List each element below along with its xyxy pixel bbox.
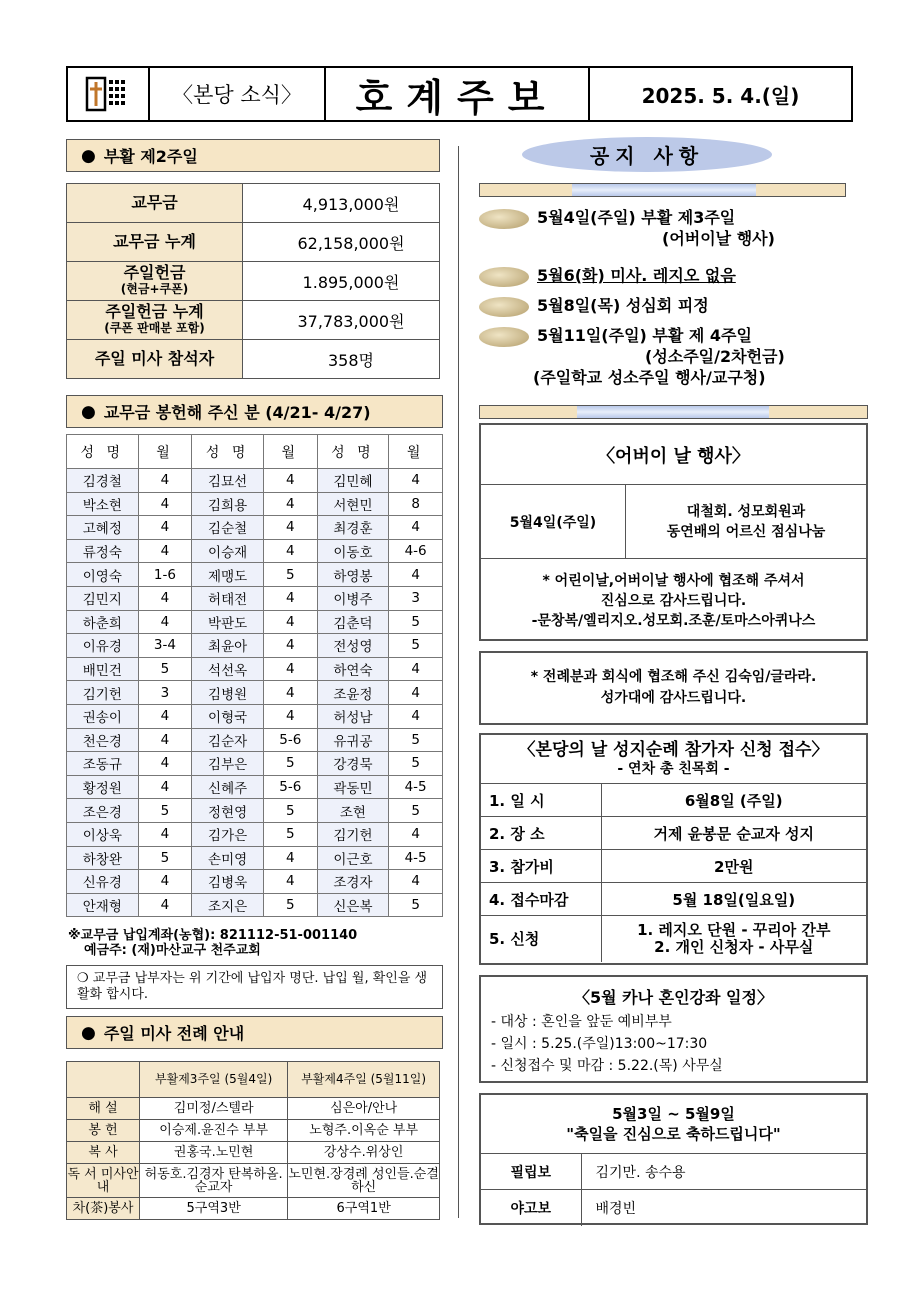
donor-name: 이유경 [67, 634, 139, 658]
donor-month: 4 [138, 469, 192, 493]
donor-month: 5 [389, 634, 443, 658]
donor-name: 고혜정 [67, 516, 139, 540]
donor-month: 4-5 [389, 775, 443, 799]
thanks-line: * 어린이날,어버이날 행사에 협조해 주셔서 [542, 573, 805, 589]
offering-notice-text: 교무금 납부자는 위 기간에 납입자 명단. 납입 월, 확인을 생활화 합시다. [77, 971, 428, 1002]
pilgrimage-key: 5. 신청 [481, 916, 601, 962]
mass-assignee: 김미정/스텔라 [140, 1098, 288, 1120]
donor-month: 1-6 [138, 563, 192, 587]
pilgrimage-box [479, 733, 868, 965]
account-info [68, 928, 448, 958]
pilgrimage-value: 2만원 [601, 850, 866, 883]
donor-month: 5 [263, 822, 317, 846]
donor-month: 4 [263, 870, 317, 894]
donor-month: 5 [138, 657, 192, 681]
mass-title: 주일 미사 전례 안내 [103, 1024, 245, 1043]
offering-label-text: 주일헌금 [123, 263, 186, 282]
donor-name: 제맹도 [192, 563, 264, 587]
donor-month: 4 [263, 539, 317, 563]
donor-name: 김희용 [192, 492, 264, 516]
feast-period: 5월3일 ~ 5월9일 [612, 1105, 735, 1123]
mass-assignee: 권홍국.노민현 [140, 1142, 288, 1164]
thanks-line: 성가대에 감사드립니다. [600, 690, 747, 706]
offering-row [67, 301, 440, 340]
donor-name: 하연숙 [317, 657, 389, 681]
donor-month: 4 [263, 657, 317, 681]
offering-row [67, 184, 440, 223]
donor-month: 4 [138, 728, 192, 752]
donor-name: 최윤아 [192, 634, 264, 658]
mass-col-header: 부활제3주일 (5월4일) [140, 1062, 288, 1098]
notice-line: 5월6(화) 미사. 레지오 없음 [537, 266, 736, 285]
table-row [481, 883, 866, 916]
mass-col-header: 부활제4주일 (5월11일) [288, 1062, 440, 1098]
donor-name: 유귀공 [317, 728, 389, 752]
mass-col-header [67, 1062, 140, 1098]
thanks-line: * 전례분과 회식에 협조해 주신 김숙임/글라라. [530, 669, 817, 685]
donor-month: 5 [138, 799, 192, 823]
donor-month: 4 [389, 516, 443, 540]
donor-month: 4 [263, 846, 317, 870]
offering-label-sub: (현금+쿠폰) [120, 282, 189, 296]
donor-month: 4 [389, 681, 443, 705]
donor-col-header: 월 [263, 435, 317, 469]
donor-month: 5-6 [263, 775, 317, 799]
table-row [67, 1164, 440, 1198]
mass-title-bar [66, 1016, 443, 1049]
parents-day-desc-line: 동연배의 어르신 점심나눔 [666, 523, 826, 540]
table-row [67, 870, 443, 894]
donor-month: 4 [138, 870, 192, 894]
table-row [481, 850, 866, 883]
pill-bullet-icon [479, 267, 529, 287]
table-row [67, 728, 443, 752]
column-divider [458, 146, 459, 1218]
mass-assignee: 강상수.위상인 [288, 1142, 440, 1164]
donor-name: 김춘덕 [317, 610, 389, 634]
mass-table [66, 1061, 440, 1220]
notice-list [479, 207, 868, 388]
mass-role: 독 서 미사안내 [67, 1164, 140, 1198]
offering-label [67, 301, 243, 340]
table-row [481, 817, 866, 850]
table-row [67, 822, 443, 846]
wedding-line: - 일시 : 5.25.(주일)13:00~17:30 [491, 1036, 708, 1052]
donor-name: 이병주 [317, 586, 389, 610]
donor-name: 하춘희 [67, 610, 139, 634]
donor-name: 전성영 [317, 634, 389, 658]
donor-month: 5 [138, 846, 192, 870]
offering-label [67, 340, 243, 379]
donor-month: 4 [138, 516, 192, 540]
offering-label [67, 184, 243, 223]
pilgrimage-key: 1. 일 시 [481, 784, 601, 817]
offering-row [67, 223, 440, 262]
donor-month: 4 [263, 634, 317, 658]
donor-name: 이형국 [192, 704, 264, 728]
donor-month: 4 [263, 492, 317, 516]
donor-month: 4 [138, 610, 192, 634]
table-row [67, 492, 443, 516]
table-row [67, 1142, 440, 1164]
donor-month: 4-5 [389, 846, 443, 870]
wedding-title: 〈5월 카나 혼인강좌 일정〉 [574, 988, 773, 1007]
donor-name: 손미영 [192, 846, 264, 870]
mass-assignee: 심은아/안나 [288, 1098, 440, 1120]
donor-name: 조경자 [317, 870, 389, 894]
parents-day-row [481, 485, 866, 559]
account-line: ※교무금 납입계좌(농협): 821112-51-001140 [68, 928, 358, 943]
donor-name: 김순자 [192, 728, 264, 752]
header-bar [66, 66, 853, 122]
table-row [67, 610, 443, 634]
mass-assignee: 허동호.김경자 탄복하올.순교자 [140, 1164, 288, 1198]
pilgrimage-key: 4. 접수마감 [481, 883, 601, 916]
donor-col-header: 성 명 [67, 435, 139, 469]
notice-item [479, 295, 868, 325]
parents-day-desc-line: 대철회. 성모회원과 [686, 503, 806, 520]
account-holder: 예금주: (재)마산교구 천주교회 [84, 943, 261, 958]
donor-col-header: 성 명 [192, 435, 264, 469]
pill-bullet-icon [479, 297, 529, 317]
offering-label-text: 교무금 누계 [113, 232, 196, 251]
donor-name: 조은경 [67, 799, 139, 823]
bullet-icon: ● [81, 1022, 96, 1043]
celebrant-names: 김기만. 송수용 [581, 1154, 866, 1190]
donor-month: 4 [263, 586, 317, 610]
notice-item [479, 265, 868, 295]
table-row [67, 586, 443, 610]
offering-label-sub: (쿠폰 판매분 포함) [104, 321, 205, 335]
donor-name: 배민건 [67, 657, 139, 681]
table-row [481, 916, 866, 962]
pilgrimage-header [481, 735, 866, 783]
feast-greeting: "축일을 진심으로 축하드립니다" [566, 1125, 781, 1143]
offering-label [67, 262, 243, 301]
donor-name: 김가은 [192, 822, 264, 846]
section-label: 〈본당 소식〉 [150, 68, 326, 120]
table-row [67, 799, 443, 823]
donor-name: 강경묵 [317, 752, 389, 776]
donor-name: 조윤정 [317, 681, 389, 705]
donor-title-bar [66, 395, 443, 428]
donor-month: 5 [263, 799, 317, 823]
donor-month: 4 [389, 469, 443, 493]
table-row [67, 704, 443, 728]
donor-name: 이승재 [192, 539, 264, 563]
table-row [67, 681, 443, 705]
offering-value: 62,158,000원 [243, 223, 440, 262]
pilgrimage-value: 거제 윤봉문 순교자 성지 [601, 817, 866, 850]
donor-name: 곽동민 [317, 775, 389, 799]
donor-month: 5 [263, 752, 317, 776]
notice-line: (어버이날 행사) [662, 229, 775, 248]
offering-label-text: 주일헌금 누계 [105, 302, 204, 321]
donor-name: 이동호 [317, 539, 389, 563]
offering-row [67, 340, 440, 379]
donor-col-header: 월 [389, 435, 443, 469]
mass-role: 해 설 [67, 1098, 140, 1120]
parents-day-box [479, 423, 868, 641]
donor-month: 4 [138, 704, 192, 728]
feast-header [481, 1095, 866, 1153]
mass-assignee: 5구역3반 [140, 1198, 288, 1220]
notice-line: 5월4일(주일) 부활 제3주일 [537, 208, 736, 227]
donor-month: 4-6 [389, 539, 443, 563]
donor-month: 4 [389, 657, 443, 681]
donor-name: 최경훈 [317, 516, 389, 540]
donor-month: 3-4 [138, 634, 192, 658]
offering-value: 4,913,000원 [243, 184, 440, 223]
decor-bar [479, 183, 846, 197]
bulletin-title: 호계주보 [326, 68, 590, 120]
table-row [481, 1190, 866, 1226]
donor-month: 4 [389, 822, 443, 846]
donor-month: 3 [389, 586, 443, 610]
donor-name: 신은복 [317, 893, 389, 917]
donor-name: 박판도 [192, 610, 264, 634]
donor-month: 4 [138, 586, 192, 610]
offering-value: 37,783,000원 [243, 301, 440, 340]
donor-month: 4 [138, 752, 192, 776]
donor-month: 5 [263, 893, 317, 917]
donor-name: 신혜주 [192, 775, 264, 799]
donor-name: 김순철 [192, 516, 264, 540]
parents-day-date: 5월4일(주일) [481, 485, 626, 558]
feast-table [481, 1153, 866, 1226]
wedding-line: - 대상 : 혼인을 앞둔 예비부부 [491, 1014, 672, 1030]
table-row [481, 784, 866, 817]
mass-assignee: 이승제.윤진수 부부 [140, 1120, 288, 1142]
mass-assignee: 노민현.장경례 성인들.순결 하신 [288, 1164, 440, 1198]
parents-day-thanks [481, 559, 866, 631]
table-row [67, 1098, 440, 1120]
mass-assignee: 노형주.이옥순 부부 [288, 1120, 440, 1142]
donor-month: 5 [389, 728, 443, 752]
parents-day-desc [626, 485, 866, 558]
donor-month: 5 [389, 893, 443, 917]
donor-name: 하영봉 [317, 563, 389, 587]
saint-name: 필립보 [481, 1154, 581, 1190]
donor-name: 정현영 [192, 799, 264, 823]
donor-name: 김민지 [67, 586, 139, 610]
pilgrimage-key: 3. 참가비 [481, 850, 601, 883]
table-row [67, 846, 443, 870]
mass-role: 차(茶)봉사 [67, 1198, 140, 1220]
parents-day-title: 〈어버이 날 행사〉 [481, 425, 866, 485]
apply-line: 1. 레지오 단원 - 꾸리아 간부 [637, 920, 831, 939]
table-row [67, 634, 443, 658]
notice-item [479, 325, 868, 388]
notice-line: 5월8일(목) 성심회 피정 [537, 296, 709, 315]
mass-header-row [67, 1062, 440, 1098]
bullet-icon: ● [81, 145, 96, 166]
offering-notice [66, 965, 443, 1009]
donor-month: 5 [389, 752, 443, 776]
donor-name: 류정숙 [67, 539, 139, 563]
offering-value: 1.895,000원 [243, 262, 440, 301]
donor-name: 허태전 [192, 586, 264, 610]
donor-table [66, 434, 443, 917]
donor-title: 교무금 봉헌해 주신 분 (4/21- 4/27) [103, 403, 371, 422]
donor-col-header: 월 [138, 435, 192, 469]
donor-month: 4 [263, 681, 317, 705]
donor-name: 이영숙 [67, 563, 139, 587]
week-title: 부활 제2주일 [103, 147, 198, 166]
donor-name: 안재형 [67, 893, 139, 917]
notice-item [479, 207, 868, 259]
donor-month: 4 [138, 822, 192, 846]
donor-name: 박소현 [67, 492, 139, 516]
table-row [67, 563, 443, 587]
donor-name: 김병욱 [192, 870, 264, 894]
pill-bullet-icon [479, 327, 529, 347]
pilgrimage-title: 〈본당의 날 성지순례 참가자 신청 접수〉 [518, 740, 829, 760]
table-row [67, 469, 443, 493]
table-row [67, 657, 443, 681]
donor-month: 4 [138, 492, 192, 516]
offering-table [66, 183, 440, 379]
table-row [67, 752, 443, 776]
bullet-icon: ● [81, 401, 96, 422]
donor-month: 4 [138, 893, 192, 917]
notice-line: (주일학교 성소주일 행사/교구청) [533, 368, 766, 387]
pilgrimage-table [481, 783, 866, 962]
pilgrimage-key: 2. 장 소 [481, 817, 601, 850]
table-row [67, 1120, 440, 1142]
pill-bullet-icon [479, 209, 529, 229]
saint-name: 야고보 [481, 1190, 581, 1226]
decor-bar [479, 405, 868, 419]
celebrant-names: 배경빈 [581, 1190, 866, 1226]
donor-month: 5 [263, 563, 317, 587]
pilgrimage-subtitle: - 연차 총 친목회 - [617, 761, 730, 777]
donor-name: 이근호 [317, 846, 389, 870]
apply-line: 2. 개인 신청자 - 사무실 [654, 937, 814, 956]
wedding-course-box [479, 975, 868, 1083]
donor-month: 5 [389, 799, 443, 823]
donor-name: 서현민 [317, 492, 389, 516]
table-row [67, 1198, 440, 1220]
offering-label-text: 주일 미사 참석자 [94, 349, 215, 368]
table-row [67, 775, 443, 799]
donor-name: 김묘선 [192, 469, 264, 493]
thanks-line: 진심으로 감사드립니다. [600, 593, 747, 609]
mass-assignee: 6구역1반 [288, 1198, 440, 1220]
donor-name: 석선옥 [192, 657, 264, 681]
pilgrimage-value [601, 916, 866, 962]
donor-name: 황정원 [67, 775, 139, 799]
pilgrimage-value: 5월 18일(일요일) [601, 883, 866, 916]
donor-name: 김병원 [192, 681, 264, 705]
donor-name: 김기헌 [317, 822, 389, 846]
bulletin-date: 2025. 5. 4.(일) [641, 83, 800, 108]
donor-name: 권송이 [67, 704, 139, 728]
donor-month: 4 [389, 704, 443, 728]
mass-role: 복 사 [67, 1142, 140, 1164]
donor-name: 이상욱 [67, 822, 139, 846]
donor-month: 4 [138, 775, 192, 799]
donor-name: 김민혜 [317, 469, 389, 493]
donor-month: 4 [263, 704, 317, 728]
pilgrimage-value: 6월8일 (주일) [601, 784, 866, 817]
notice-line: (성소주일/2차헌금) [645, 347, 785, 366]
offering-label [67, 223, 243, 262]
donor-month: 4 [263, 516, 317, 540]
notice-title: 공지 사항 [522, 137, 772, 172]
thanks-line: -문창복/엘리지오.성모회.조훈/토마스아퀴나스 [531, 613, 816, 629]
table-row [67, 516, 443, 540]
liturgy-thanks-box [479, 651, 868, 725]
week-title-bar [66, 139, 440, 172]
donor-name: 하창완 [67, 846, 139, 870]
logo-icon [85, 76, 131, 112]
donor-month: 4 [263, 610, 317, 634]
notice-line: 5월11일(주일) 부활 제 4주일 [537, 326, 752, 345]
donor-month: 4 [389, 870, 443, 894]
donor-name: 김경철 [67, 469, 139, 493]
donor-name: 허성남 [317, 704, 389, 728]
donor-month: 4 [263, 469, 317, 493]
donor-month: 4 [138, 539, 192, 563]
table-row [67, 893, 443, 917]
donor-name: 김기헌 [67, 681, 139, 705]
table-row [67, 539, 443, 563]
feast-day-box [479, 1093, 868, 1225]
table-row [481, 1154, 866, 1190]
donor-name: 신유경 [67, 870, 139, 894]
parish-logo [68, 68, 150, 120]
donor-name: 김부은 [192, 752, 264, 776]
donor-month: 5 [389, 610, 443, 634]
mass-role: 봉 헌 [67, 1120, 140, 1142]
donor-name: 천은경 [67, 728, 139, 752]
donor-month: 3 [138, 681, 192, 705]
donor-month: 4 [389, 563, 443, 587]
wedding-line: - 신청접수 및 마감 : 5.22.(목) 사무실 [491, 1058, 723, 1074]
donor-col-header: 성 명 [317, 435, 389, 469]
circle-icon: ❍ [77, 971, 89, 986]
donor-name: 조지은 [192, 893, 264, 917]
donor-month: 8 [389, 492, 443, 516]
donor-month: 5-6 [263, 728, 317, 752]
donor-name: 조현 [317, 799, 389, 823]
offering-value: 358명 [243, 340, 440, 379]
offering-label-text: 교무금 [131, 193, 178, 212]
donor-name: 조동규 [67, 752, 139, 776]
offering-row [67, 262, 440, 301]
